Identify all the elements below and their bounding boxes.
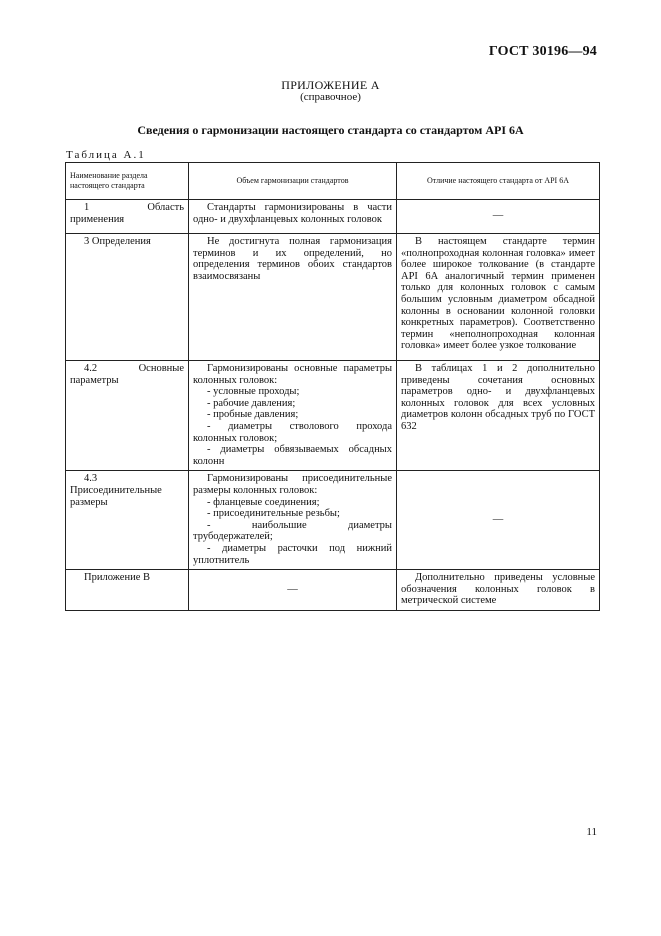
section-title: Сведения о гармонизации настоящего стандарта со стандартом API 6A (137, 123, 524, 137)
cell-difference: — (397, 471, 600, 570)
appendix-title: ПРИЛОЖЕНИЕ А (281, 78, 380, 92)
cell-scope: Гармонизированы основные параметры колонных головок: - условные проходы; - рабочие давления; - пробные давления; - диаметры стволового прохода колонных головок; - диаметры обвязываемых обсадных колонн (189, 361, 397, 471)
cell-section-name: 1 Область применения (66, 200, 189, 234)
page-number: 11 (586, 826, 597, 838)
table-row (66, 471, 600, 570)
cell-difference: Дополнительно приведены условные обозначения колонных головок в метрической системе (397, 570, 600, 611)
appendix-note: (справочное) (300, 91, 361, 103)
cell-difference: В настоящем стандарте термин «полнопроходная колонная головка» имеет более широкое толкование (в стандарте API 6A аналогичный термин применен только для колонных головок с самым большим условным диаметром обсадной колонны в основании колонной головки конкретных параметров). Соответственно термин «неполнопроходная колонная головка» имеет более узкое толкование (397, 234, 600, 361)
cell-scope: Стандарты гармонизированы в части одно- и двухфланцевых колонных головок (189, 200, 397, 234)
cell-difference: — (397, 200, 600, 234)
cell-section-name: 4.2 Основные параметры (66, 361, 189, 471)
harmonization-table (65, 162, 600, 611)
cell-scope: Не достигнута полная гармонизация терминов и их определений, но определения терминов обоих стандартов взаимосвязаны (189, 234, 397, 361)
header-section-name: Наименование раздела настоящего стандарта (66, 163, 189, 200)
header-harmonization-scope: Объем гармонизации стандартов (189, 163, 397, 200)
table-row (66, 234, 600, 361)
cell-section-name: Приложение В (66, 570, 189, 611)
cell-scope: — (189, 570, 397, 611)
table-row (66, 200, 600, 234)
table-label: Таблица А.1 (66, 149, 146, 161)
table-row (66, 570, 600, 611)
cell-scope: Гармонизированы присоединительные размеры колонных головок: - фланцевые соединения; - присоединительные резьбы; - наибольшие диаметры трубодержателей; - диаметры расточки под нижний уплотнитель (189, 471, 397, 570)
header-difference: Отличие настоящего стандарта от API 6A (397, 163, 600, 200)
cell-difference: В таблицах 1 и 2 дополнительно приведены сочетания основных параметров одно- и двухфланцевых колонных головок для всех условных диаметров колонн обсадных труб по ГОСТ 632 (397, 361, 600, 471)
document-id: ГОСТ 30196—94 (488, 44, 597, 59)
cell-section-name: 3 Определения (66, 234, 189, 361)
cell-section-name: 4.3 Присоединительные размеры (66, 471, 189, 570)
table-row (66, 361, 600, 471)
table-header-row (66, 163, 600, 200)
